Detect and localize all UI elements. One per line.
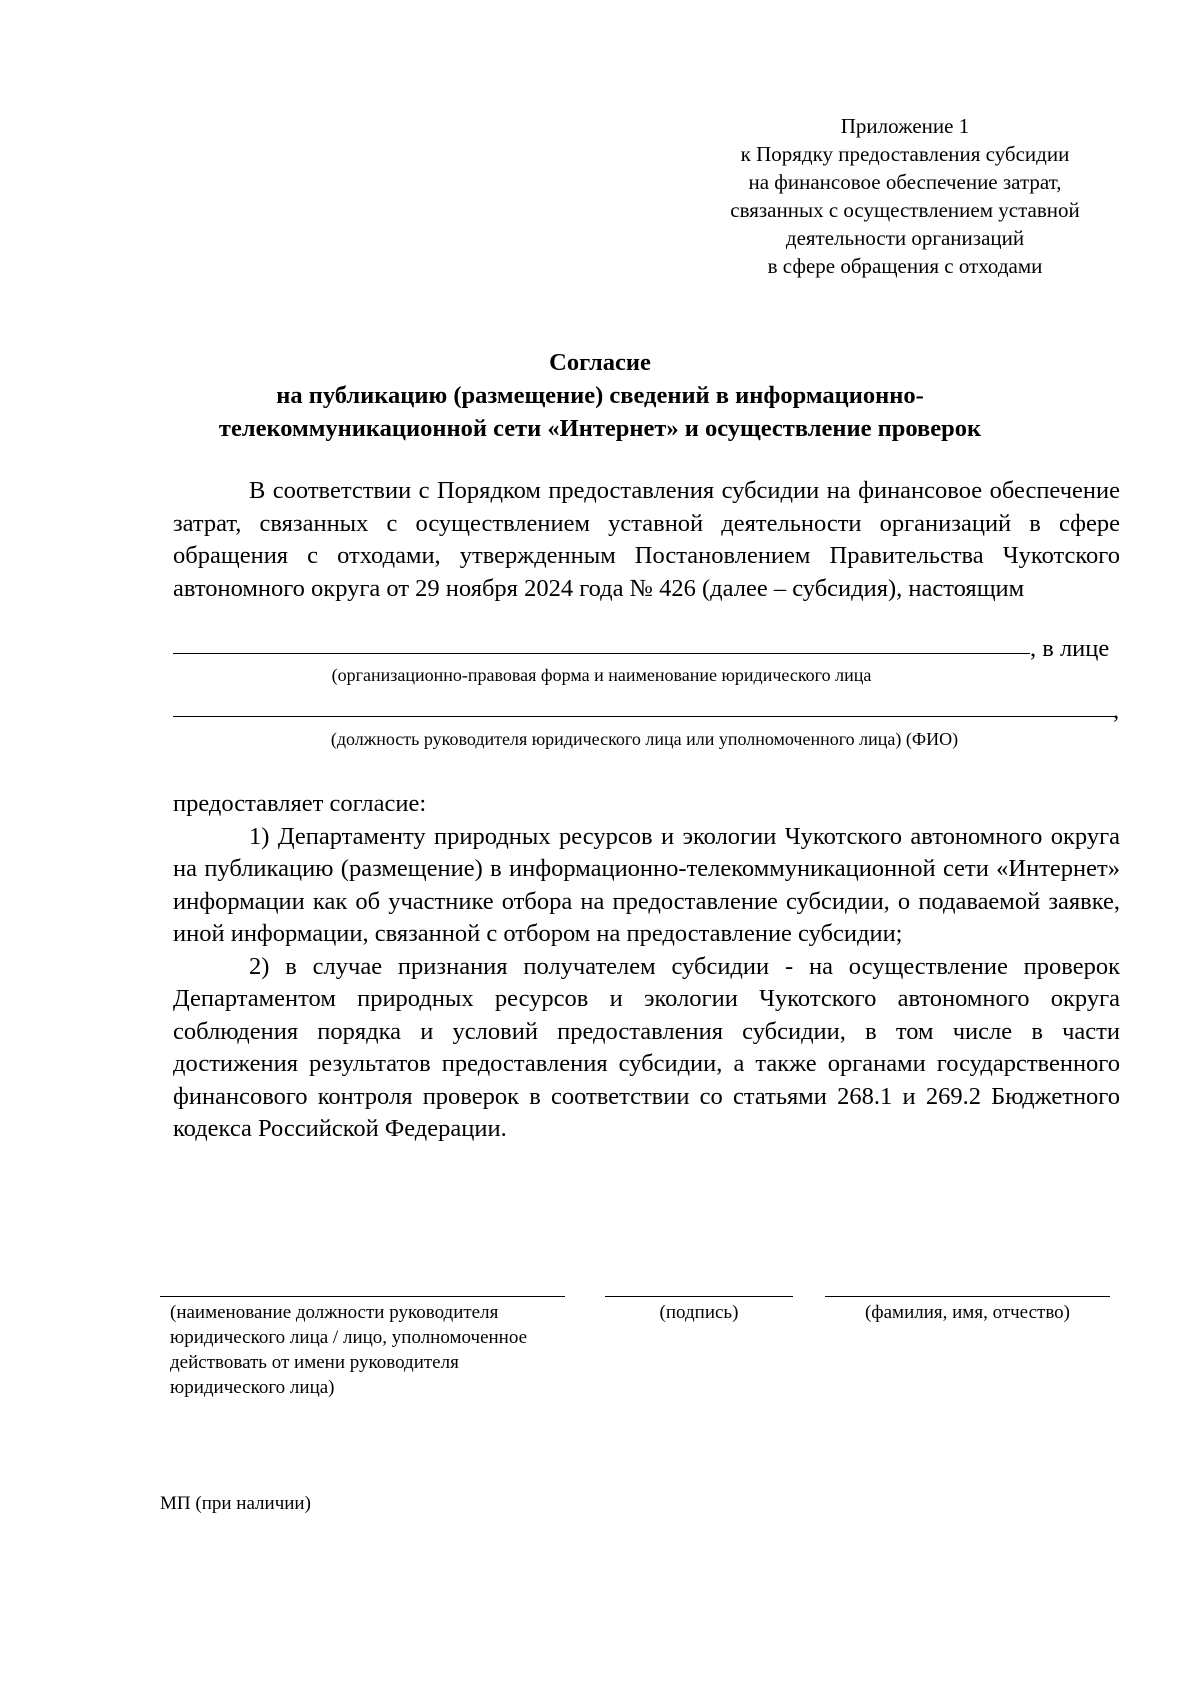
person-blank-line: [173, 716, 1116, 717]
title-line-1: Согласие: [549, 349, 651, 376]
seal-placeholder: МП (при наличии): [160, 1493, 311, 1514]
person-caption: (должность руководителя юридического лица или уполномоченного лица) (ФИО): [330, 729, 959, 749]
consent-item-2: 2) в случае признания получателем субсидии - на осуществление проверок Департаментом природных ресурсов и экологии Чукотского автономного округа соблюдения порядка и условий предоставления субсидии, в том числе в части достижения результатов предоставления субсидии, а также органами государственного финансового контроля проверок в соответствии со статьями 268.1 и 269.2 Бюджетного кодекса Российской Федерации.: [173, 952, 1120, 1142]
organization-suffix: , в лице: [1030, 635, 1110, 662]
name-signature-line: [825, 1296, 1110, 1297]
position-caption: (наименование должности руководителя юридического лица / лицо, уполномоченное действовать от имени руководителя юридического лица): [170, 1302, 528, 1398]
annex-header: [690, 112, 1120, 280]
annex-line: на финансовое обеспечение затрат,: [748, 170, 1062, 194]
annex-line: деятельности организаций: [785, 226, 1025, 250]
signature-caption: (подпись): [659, 1302, 739, 1323]
consent-section: [173, 788, 1120, 1146]
title-line-2: на публикацию (размещение) сведений в информационно-: [276, 382, 924, 409]
consent-lead: предоставляет согласие:: [173, 790, 427, 817]
document-title: [120, 346, 1080, 445]
annex-line: к Порядку предоставления субсидии: [740, 142, 1070, 166]
signature-line: [605, 1296, 793, 1297]
intro-paragraph: В соответствии с Порядком предоставления субсидии на финансовое обеспечение затрат, связанных с осуществлением уставной деятельности организаций в сфере обращения с отходами, утвержденным Постановлением Правительства Чукотского автономного округа от 29 ноября 2024 года № 426 (далее – субсидия), настоящим: [173, 477, 1120, 602]
annex-line: в сфере обращения с отходами: [767, 254, 1043, 278]
annex-line: Приложение 1: [840, 114, 970, 138]
organization-caption: (организационно-правовая форма и наименование юридического лица: [331, 665, 872, 685]
organization-blank-line: [173, 653, 1030, 654]
title-line-3: телекоммуникационной сети «Интернет» и осуществление проверок: [218, 415, 982, 442]
consent-item-1: 1) Департаменту природных ресурсов и экологии Чукотского автономного округа на публикацию (размещение) в информационно-телекоммуникационной сети «Интернет» информации как об участнике отбора на предоставление субсидии, о подаваемой заявке, иной информации, связанной с отбором на предоставление субсидии;: [173, 822, 1120, 947]
person-suffix: ,: [1113, 697, 1120, 724]
name-caption: (фамилия, имя, отчество): [864, 1302, 1070, 1323]
position-signature-line: [160, 1296, 565, 1297]
annex-line: связанных с осуществлением уставной: [730, 198, 1080, 222]
